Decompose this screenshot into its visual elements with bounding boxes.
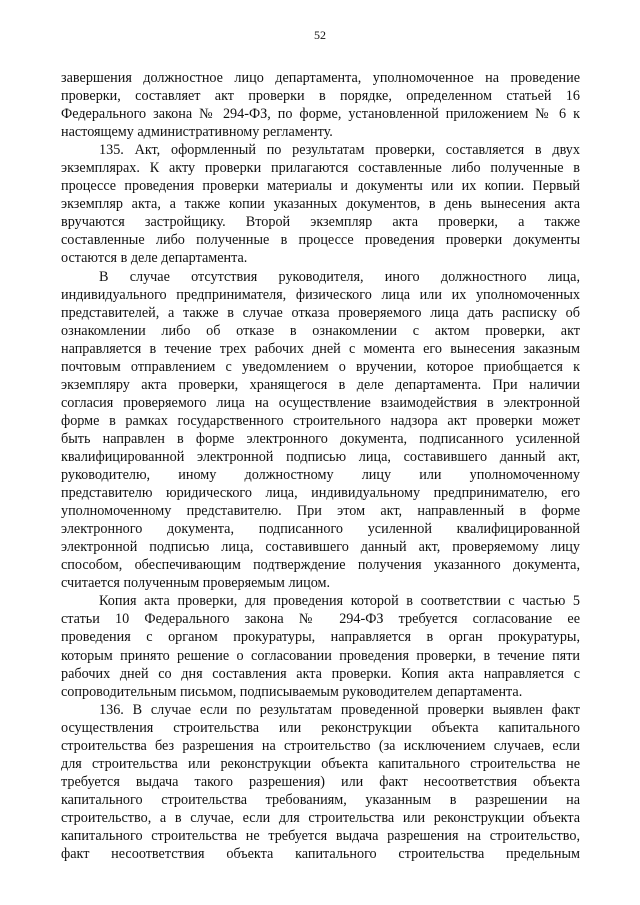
text-line: согласия проверяемого лица на осуществление взаимодействия в электронной <box>61 394 580 411</box>
text-line: строительство, а в случае, если для строительства или реконструкции объекта <box>61 809 580 826</box>
text-line: считается полученным проверяемым лицом. <box>61 575 331 592</box>
text-line: быть направлен в форме электронного документа, подписанного усиленной <box>61 430 580 447</box>
text-line: 135. Акт, оформленный по результатам проверки, составляется в двух <box>99 142 580 159</box>
text-line: для строительства или реконструкции объекта капитального строительства не <box>61 755 580 772</box>
paragraph <box>61 701 580 863</box>
text-line: В случае отсутствия руководителя, иного должностного лица, <box>99 268 580 285</box>
text-line: остаются в деле департамента. <box>61 250 248 267</box>
text-line: капитального строительства не требуется выдача разрешения на строительство, <box>61 827 580 844</box>
text-line: строительства без разрешения на строительство (за исключением случаев, если <box>61 737 580 754</box>
text-line: уполномоченному представителю. При этом акт, направленный в форме <box>61 503 580 520</box>
paragraph <box>61 69 580 141</box>
text-line: сопроводительным письмом, подписываемым руководителем департамента. <box>61 683 523 700</box>
paragraph <box>61 268 580 593</box>
text-line: руководителю, иному должностному лицу или уполномоченному <box>61 467 580 484</box>
text-line: осуществления строительства или реконструкции объекта капитального <box>61 719 580 736</box>
text-line: квалифицированной электронной подписью лица, составившего данный акт, <box>61 448 580 465</box>
text-line: почтовым отправлением с уведомлением о вручении, которое приобщается к <box>61 358 580 375</box>
paragraph <box>61 592 580 700</box>
text-line: представителей, а также в случае отказа проверяемого лица дать расписку об <box>61 304 580 321</box>
text-line: экземпляру акта проверки, хранящегося в деле департамента. При наличии <box>61 376 580 393</box>
text-line: экземплярах. К акту проверки прилагаются составленные либо полученные в <box>61 160 580 177</box>
document-text <box>61 69 580 863</box>
text-line: факт несоответствия объекта капитального строительства предельным <box>61 846 580 863</box>
text-line: представителю юридического лица, индивидуальному предпринимателю, его <box>61 485 580 502</box>
text-line: процессе проведения проверки материалы и документы или их копии. Первый <box>61 178 580 195</box>
page-number: 52 <box>314 28 326 42</box>
text-line: завершения должностное лицо департамента, уполномоченное на проведение <box>61 70 580 86</box>
text-line: Копия акта проверки, для проведения которой в соответствии с частью 5 <box>99 593 580 610</box>
text-line: которым принято решение о согласовании проведения проверки, в течение пяти <box>61 647 580 664</box>
text-line: рабочих дней со дня составления акта проверки. Копия акта направляется с <box>61 665 580 682</box>
text-line: электронного документа, подписанного усиленной квалифицированной <box>61 521 580 538</box>
text-line: составленные либо полученные в процессе проведения проверки документы <box>61 232 580 249</box>
text-line: индивидуального предпринимателя, физического лица или их уполномоченных <box>61 286 580 303</box>
text-line: способом, обеспечивающим подтверждение получения указанного документа, <box>61 557 580 574</box>
text-line: капитального строительства требованиям, указанным в разрешении на <box>61 791 580 808</box>
text-line: проведения с органом прокуратуры, направляется в орган прокуратуры, <box>61 629 580 646</box>
paragraph <box>61 141 580 267</box>
text-line: электронной подписью лица, составившего данный акт, проверяемому лицу <box>61 539 580 556</box>
text-line: направляется в течение трех рабочих дней с момента его вынесения заказным <box>61 340 580 357</box>
text-line: экземпляр акта, а также копии указанных документов, в день вынесения акта <box>61 196 580 213</box>
text-line: 136. В случае если по результатам проведенной проверки выявлен факт <box>99 701 580 718</box>
text-line: статьи 10 Федерального закона № 294-ФЗ требуется согласование ее <box>61 611 580 628</box>
text-line: настоящему административному регламенту. <box>61 124 333 141</box>
text-line: проверки, составляет акт проверки в порядке, определенном статьей 16 <box>61 88 580 105</box>
text-line: ознакомлении либо об отказе в ознакомлении с актом проверки, акт <box>61 322 580 339</box>
text-line: требуется выдача такого разрешения) или факт несоответствия объекта <box>61 773 580 790</box>
text-line: вручаются застройщику. Второй экземпляр акта проверки, а также <box>61 214 580 231</box>
text-line: Федерального закона № 294-ФЗ, по форме, установленной приложением № 6 к <box>61 106 580 123</box>
text-line: форме в рамках государственного строительного надзора акт проверки может <box>61 412 580 429</box>
